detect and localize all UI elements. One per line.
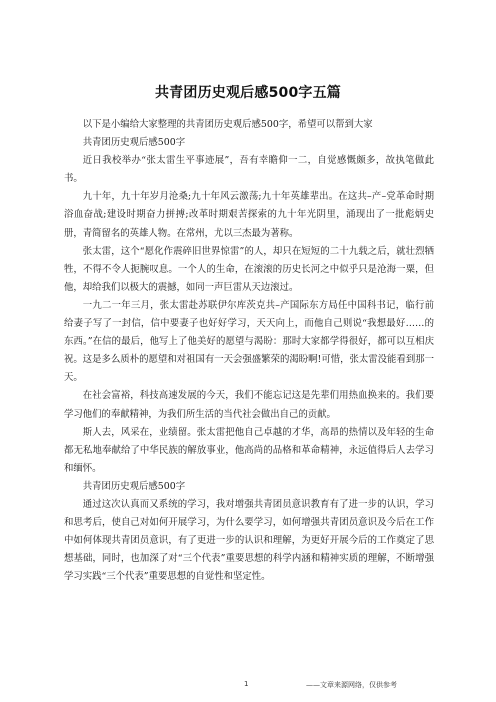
section-heading-2: 共青团历史观后感500字: [82, 480, 186, 492]
paragraph-intro: 以下是小编给大家整理的共青团历史观后感500字，希望可以帮到大家: [82, 119, 373, 130]
document-body: [64, 116, 434, 586]
paragraph: 在社会富裕，科技高速发展的今天，我们不能忘记这是先辈们用热血换来的。我们要学习他们的奉献精神，为我们所生活的当代社会做出自己的贡献。: [64, 390, 434, 420]
paragraph: 张太雷，这个“愿化作震碎旧世界惊雷”的人，却只在短短的二十九载之后，就壮烈牺牲，不得不令人扼腕叹息。一个人的生命，在滚滚的历史长河之中似乎只是沧海一粟，但他，却给我们以极大的震撼，如同一声巨雷从天边滚过。: [64, 245, 434, 293]
paragraph: 通过这次认真而又系统的学习，我对增强共青团员意识教育有了进一步的认识，学习和思考后，使自己对如何开展学习，为什么要学习，如何增强共青团员意识及今后在工作中如何体现共青团员意识，有了更进一步的认识和理解，为更好开展今后的工作奠定了思想基础，同时，也加深了对“三个代表”重要思想的科学内涵和精神实质的理解，不断增强学习实践“三个代表”重要思想的自觉性和坚定性。: [64, 498, 434, 583]
paragraph: 斯人去，风采在，业绩留。张太雷把他自己卓越的才华，高昂的热情以及年轻的生命都无私地奉献给了中华民族的解放事业，他高尚的品格和革命精神，永远值得后人去学习和缅怀。: [64, 426, 434, 474]
paragraph: 近日我校举办“张太雷生平事迹展”，吾有幸瞻仰一二，自觉感慨颇多，故执笔做此书。: [64, 155, 434, 185]
paragraph: 九十年，九十年岁月沧桑;九十年风云激荡;九十年英雄辈出。在这共–产–党革命时期浴血奋战;建设时期奋力拼搏;改革时期艰苦探索的九十年光阴里，涌现出了一批彪炳史册，青简留名的英雄人物。在常州，尤以三杰最为著称。: [64, 191, 434, 239]
section-heading-1: 共青团历史观后感500字: [82, 137, 186, 149]
paragraph: 一九二一年三月，张太雷赴苏联伊尔库茨克共–产国际东方局任中国科书记，临行前给妻子写了一封信，信中要妻子也好好学习，天天向上，而他自己则说“我想最好……的东西。”在信的最后，他写上了他美好的愿望与渴盼：那时大家都学得很好，都可以互相庆祝。这是多么质朴的愿望和对祖国有一天会强盛繁荣的渴盼啊!可惜，张太雷没能看到那一天。: [64, 299, 434, 384]
page-footer: [0, 680, 496, 694]
page-number: 1: [244, 680, 249, 688]
document-title: 共青团历史观后感500字五篇: [154, 85, 342, 101]
source-note: ——文章来源网络，仅供参考: [306, 681, 397, 689]
